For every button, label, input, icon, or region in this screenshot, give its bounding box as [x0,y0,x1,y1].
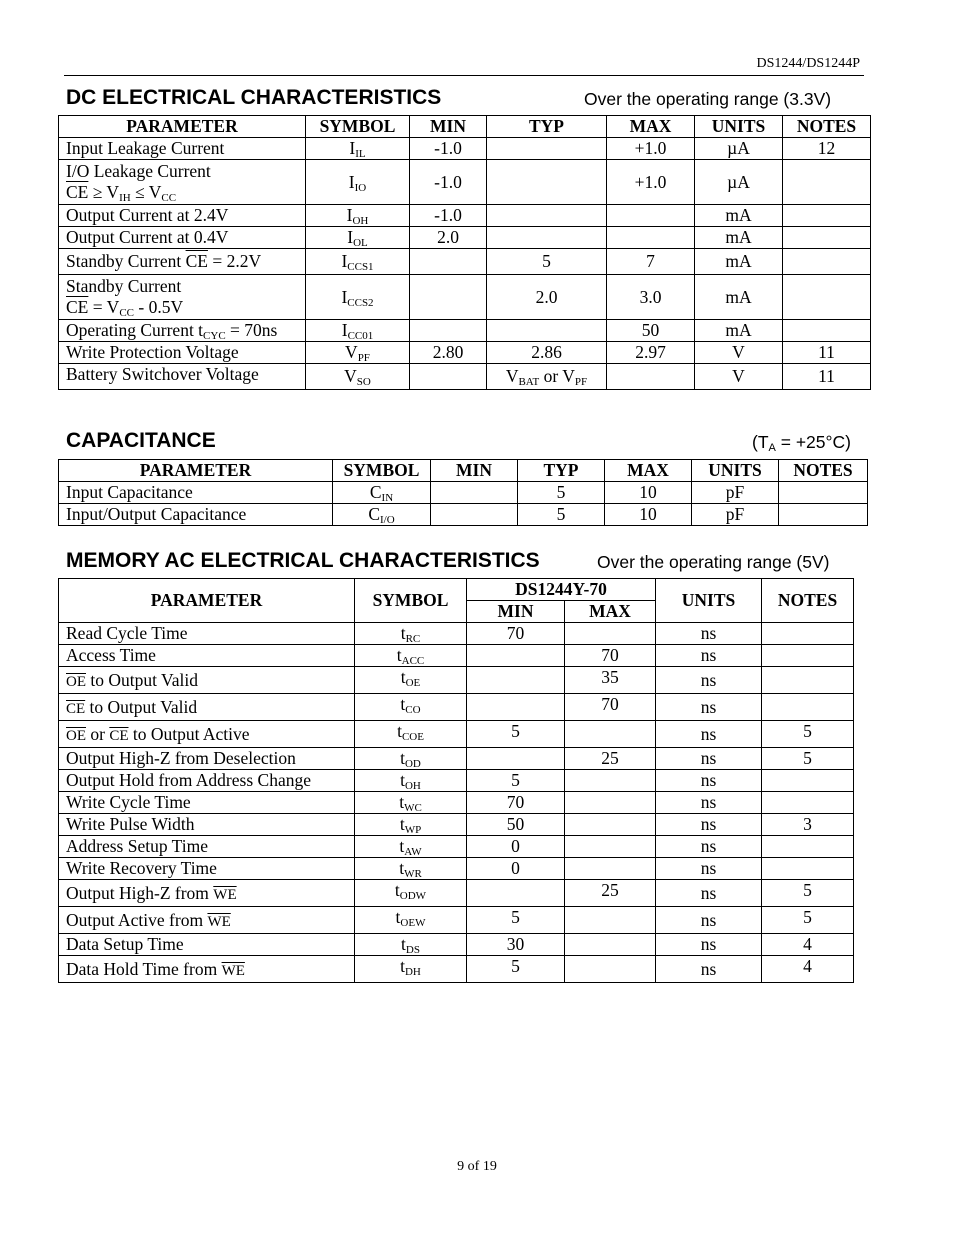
parameter-cell: Input Leakage Current [59,138,306,160]
min-cell [431,482,518,504]
notes-cell [783,160,871,205]
table-row [59,748,854,770]
max-cell [565,836,656,858]
min-cell: 5 [467,770,565,792]
units-cell: mA [695,275,783,320]
symbol-cell: $C_{IN}$ [333,482,431,504]
dc-header-row [59,116,871,138]
notes-cell [762,667,854,694]
max-cell: 25 [565,748,656,770]
units-cell: ns [656,956,762,983]
max-cell [565,623,656,645]
dc-section-title: DC ELECTRICAL CHARACTERISTICS [66,86,442,109]
units-cell: ns [656,748,762,770]
units-cell: ns [656,858,762,880]
parameter-cell: Standby Current $\overline{CE} = V_{CC} - 0.5V$ [59,275,306,320]
typ-cell [487,227,607,249]
max-cell: 25 [565,880,656,907]
typ-cell: 5 [487,249,607,275]
units-cell: ns [656,836,762,858]
column-header: UNITS [692,460,779,482]
parameter-cell: Write Pulse Width [59,814,355,836]
table-row [59,956,854,983]
dc-table [58,115,871,390]
units-cell: ns [656,814,762,836]
symbol-cell: $V_{PF}$ [306,342,410,364]
symbol-cell: $t_{RC}$ [355,623,467,645]
units-cell: mA [695,249,783,275]
symbol-cell: $t_{CO}$ [355,694,467,721]
parameter-cell: Output Current at 0.4V [59,227,306,249]
min-cell [467,667,565,694]
min-cell: 5 [467,721,565,748]
column-header: UNITS [695,116,783,138]
min-cell [410,249,487,275]
column-header: NOTES [783,116,871,138]
parameter-cell: Output High-Z from $\overline{WE}$ [59,880,355,907]
min-cell: 30 [467,934,565,956]
table-row [59,249,871,275]
table-row [59,770,854,792]
parameter-cell: $\overline{CE}$ to Output Valid [59,694,355,721]
column-header: SYMBOL [355,579,467,623]
notes-cell: 4 [762,934,854,956]
units-cell: V [695,342,783,364]
notes-cell: 5 [762,880,854,907]
max-cell: 70 [565,645,656,667]
min-cell: -1.0 [410,205,487,227]
notes-cell: 4 [762,956,854,983]
units-cell: ns [656,792,762,814]
units-cell: mA [695,205,783,227]
max-cell [607,205,695,227]
parameter-cell: Write Recovery Time [59,858,355,880]
table-row [59,482,868,504]
symbol-cell: $I_{IO}$ [306,160,410,205]
symbol-cell: $t_{DH}$ [355,956,467,983]
parameter-cell: Output Active from $\overline{WE}$ [59,907,355,934]
typ-cell: $V_{BAT}$ or $V_{PF}$ [487,364,607,390]
column-header: MAX [565,601,656,623]
table-row [59,645,854,667]
min-cell [410,320,487,342]
units-cell: µA [695,138,783,160]
notes-cell [783,320,871,342]
max-cell: 7 [607,249,695,275]
max-cell [565,956,656,983]
column-header: MIN [467,601,565,623]
table-row [59,205,871,227]
column-header: MAX [605,460,692,482]
symbol-cell: $C_{I/O}$ [333,504,431,526]
typ-cell: 5 [518,504,605,526]
units-cell: ns [656,721,762,748]
min-cell [410,364,487,390]
min-cell [410,275,487,320]
max-cell: 70 [565,694,656,721]
dc-section-note: Over the operating range (3.3V) [584,89,832,109]
notes-cell [762,836,854,858]
parameter-cell: Battery Switchover Voltage [59,364,306,390]
parameter-cell: I/O Leakage Current $\overline{CE} \ge V_{IH} \le V_{CC}$ [59,160,306,205]
min-cell: 0 [467,858,565,880]
parameter-cell: Data Hold Time from $\overline{WE}$ [59,956,355,983]
notes-cell [783,227,871,249]
units-cell: ns [656,880,762,907]
column-header: NOTES [762,579,854,623]
min-cell: -1.0 [410,138,487,160]
symbol-cell: $t_{WC}$ [355,792,467,814]
units-cell: ns [656,934,762,956]
parameter-cell: $\overline{OE}$ to Output Valid [59,667,355,694]
max-cell [607,364,695,390]
parameter-cell: Operating Current $t_{CYC} = 70ns$ [59,320,306,342]
table-row [59,320,871,342]
max-cell [565,907,656,934]
header-part-number: DS1244/DS1244P [756,56,860,71]
symbol-cell: $t_{DS}$ [355,934,467,956]
notes-cell [783,205,871,227]
notes-cell [783,275,871,320]
max-cell [565,721,656,748]
table-row [59,907,854,934]
table-row [59,160,871,205]
column-header: MIN [410,116,487,138]
notes-cell [762,770,854,792]
notes-cell: 11 [783,342,871,364]
notes-cell [779,504,868,526]
notes-cell [762,623,854,645]
min-cell: -1.0 [410,160,487,205]
min-cell: 2.80 [410,342,487,364]
table-row [59,814,854,836]
symbol-cell: $I_{OL}$ [306,227,410,249]
typ-cell: 2.0 [487,275,607,320]
column-header: PARAMETER [59,579,355,623]
min-cell: 0 [467,836,565,858]
symbol-cell: $I_{CCS2}$ [306,275,410,320]
typ-cell [487,320,607,342]
page-number: 9 of 19 [457,1159,497,1174]
table-row [59,792,854,814]
typ-cell [487,160,607,205]
min-cell: 5 [467,907,565,934]
parameter-cell: Input/Output Capacitance [59,504,333,526]
column-header: MIN [431,460,518,482]
units-cell: mA [695,320,783,342]
notes-cell [762,694,854,721]
table-row [59,275,871,320]
table-row [59,504,868,526]
column-header: NOTES [779,460,868,482]
parameter-cell: Address Setup Time [59,836,355,858]
notes-cell [783,249,871,275]
parameter-cell: Write Protection Voltage [59,342,306,364]
units-cell: ns [656,694,762,721]
max-cell: 2.97 [607,342,695,364]
table-row [59,880,854,907]
table-row [59,364,871,390]
symbol-cell: $t_{OE}$ [355,667,467,694]
typ-cell: 2.86 [487,342,607,364]
parameter-cell: Output Hold from Address Change [59,770,355,792]
symbol-cell: $t_{OD}$ [355,748,467,770]
symbol-cell: $t_{ODW}$ [355,880,467,907]
ac-table [58,578,854,983]
max-cell [565,934,656,956]
units-cell: µA [695,160,783,205]
notes-cell: 5 [762,748,854,770]
min-cell: 5 [467,956,565,983]
notes-cell [779,482,868,504]
parameter-cell: Output High-Z from Deselection [59,748,355,770]
column-group-header: DS1244Y-70 [467,579,656,601]
parameter-cell: Data Setup Time [59,934,355,956]
column-header: PARAMETER [59,116,306,138]
parameter-cell: Input Capacitance [59,482,333,504]
cap-header-row [59,460,868,482]
table-row [59,721,854,748]
symbol-cell: $t_{ACC}$ [355,645,467,667]
units-cell: ns [656,907,762,934]
column-header: PARAMETER [59,460,333,482]
header-rule [64,75,864,76]
notes-cell [762,645,854,667]
notes-cell: 12 [783,138,871,160]
min-cell [467,694,565,721]
units-cell: V [695,364,783,390]
table-row [59,858,854,880]
units-cell: pF [692,482,779,504]
column-header: TYP [518,460,605,482]
min-cell: 70 [467,623,565,645]
ac-section-title: MEMORY AC ELECTRICAL CHARACTERISTICS [66,549,540,572]
units-cell: ns [656,667,762,694]
table-row [59,138,871,160]
parameter-cell: Access Time [59,645,355,667]
parameter-cell: Write Cycle Time [59,792,355,814]
notes-cell [762,858,854,880]
max-cell [565,858,656,880]
column-header: TYP [487,116,607,138]
max-cell: 35 [565,667,656,694]
typ-cell [487,205,607,227]
parameter-cell: Output Current at 2.4V [59,205,306,227]
max-cell: 10 [605,482,692,504]
notes-cell: 3 [762,814,854,836]
parameter-cell: $\overline{OE}$ or $\overline{CE}$ to Output Active [59,721,355,748]
capacitance-table [58,459,868,526]
symbol-cell: $I_{IL}$ [306,138,410,160]
symbol-cell: $I_{OH}$ [306,205,410,227]
column-header: UNITS [656,579,762,623]
notes-cell [762,792,854,814]
table-row [59,623,854,645]
table-row [59,227,871,249]
min-cell: 70 [467,792,565,814]
units-cell: ns [656,623,762,645]
symbol-cell: $I_{CC01}$ [306,320,410,342]
max-cell [565,770,656,792]
parameter-cell: Read Cycle Time [59,623,355,645]
symbol-cell: $t_{WR}$ [355,858,467,880]
symbol-cell: $I_{CCS1}$ [306,249,410,275]
typ-cell: 5 [518,482,605,504]
notes-cell: 5 [762,721,854,748]
max-cell: 10 [605,504,692,526]
min-cell: 50 [467,814,565,836]
units-cell: pF [692,504,779,526]
symbol-cell: $t_{COE}$ [355,721,467,748]
max-cell: +1.0 [607,160,695,205]
max-cell [565,814,656,836]
table-row [59,934,854,956]
cap-section-note: $(T_A = +25^\circ C)$ [752,432,851,454]
symbol-cell: $t_{OH}$ [355,770,467,792]
column-header: SYMBOL [306,116,410,138]
column-header: SYMBOL [333,460,431,482]
max-cell: +1.0 [607,138,695,160]
symbol-cell: $t_{AW}$ [355,836,467,858]
cap-section-title: CAPACITANCE [66,429,216,452]
min-cell [467,645,565,667]
ac-section-note: Over the operating range (5V) [597,552,830,572]
ac-header-row [59,579,854,601]
units-cell: ns [656,770,762,792]
symbol-cell: $t_{WP}$ [355,814,467,836]
units-cell: ns [656,645,762,667]
max-cell [607,227,695,249]
column-header: MAX [607,116,695,138]
table-row [59,836,854,858]
max-cell: 3.0 [607,275,695,320]
table-row [59,694,854,721]
parameter-cell: Standby Current $\overline{CE} = 2.2V$ [59,249,306,275]
table-row [59,667,854,694]
min-cell [431,504,518,526]
table-row [59,342,871,364]
typ-cell [487,138,607,160]
units-cell: mA [695,227,783,249]
symbol-cell: $V_{SO}$ [306,364,410,390]
max-cell [565,792,656,814]
min-cell [467,880,565,907]
min-cell [467,748,565,770]
notes-cell: 5 [762,907,854,934]
min-cell: 2.0 [410,227,487,249]
notes-cell: 11 [783,364,871,390]
symbol-cell: $t_{OEW}$ [355,907,467,934]
ac-table-body [59,623,854,983]
max-cell: 50 [607,320,695,342]
